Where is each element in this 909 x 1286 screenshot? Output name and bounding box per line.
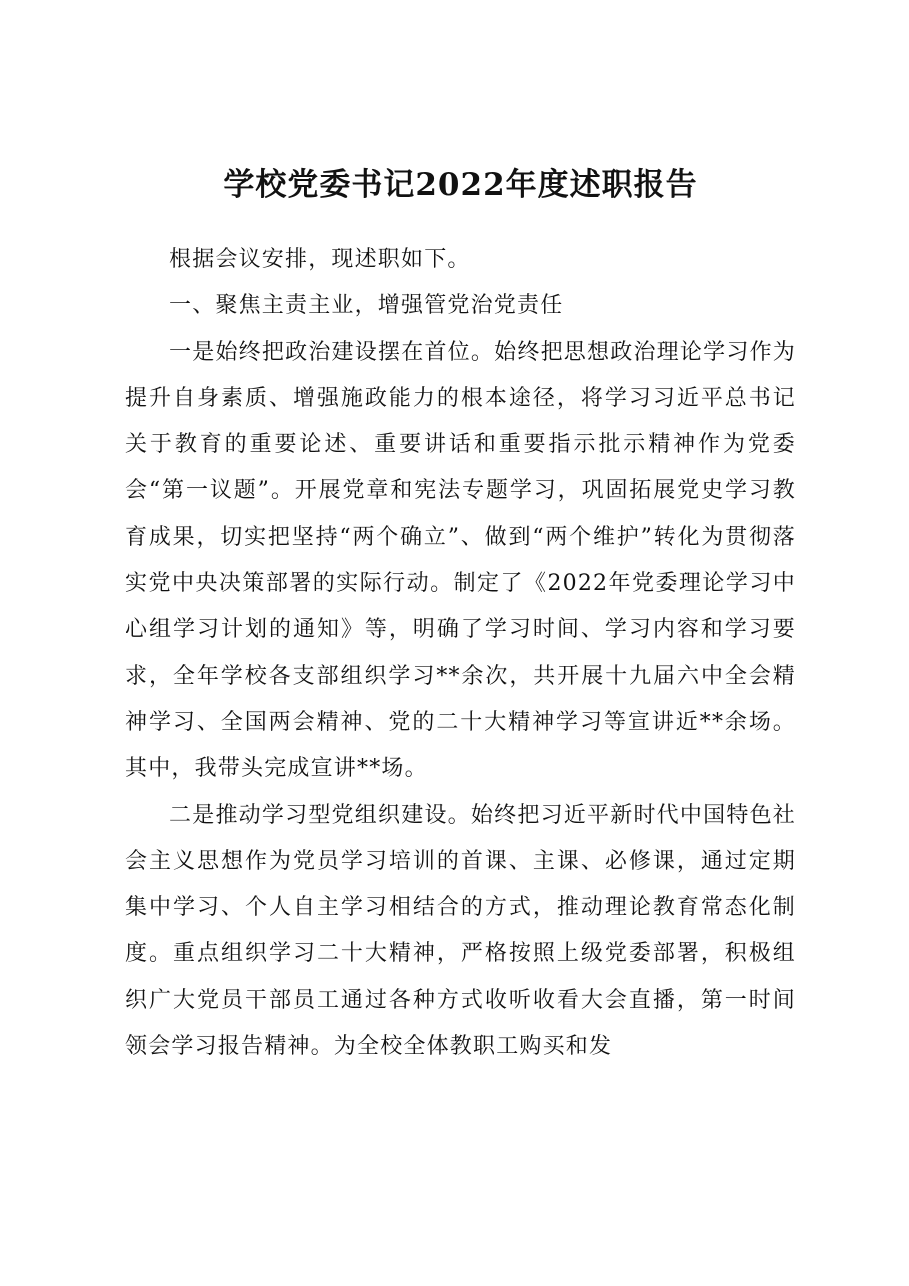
paragraph-political-construction: 一是始终把政治建设摆在首位。始终把思想政治理论学习作为提升自身素质、增强施政能力的根本途径，将学习习近平总书记关于教育的重要论述、重要讲话和重要指示批示精神作为党委会“第一议题”。开展党章和宪法专题学习，巩固拓展党史学习教育成果，切实把坚持“两个确立”、做到“两个维护”转化为贯彻落实党中央决策部署的实际行动。制定了《2022年党委理论学习中心组学习计划的通知》等，明确了学习时间、学习内容和学习要求，全年学校各支部组织学习**余次，共开展十九届六中全会精神学习、全国两会精神、党的二十大精神学习等宣讲近**余场。其中，我带头完成宣讲**场。 [125, 339, 796, 782]
section-heading-1: 一、聚焦主责主业，增强管党治党责任 [169, 293, 564, 319]
paragraph-intro: 根据会议安排，现述职如下。 [169, 247, 471, 272]
document-body [125, 237, 796, 1070]
paragraph-learning-organization: 二是推动学习型党组织建设。始终把习近平新时代中国特色社会主义思想作为党员学习培训的首课、主课、必修课，通过定期集中学习、个人自主学习相结合的方式，推动理论教育常态化制度。重点组织学习二十大精神，严格按照上级党委部署，积极组织广大党员干部员工通过各种方式收听收看大会直播，第一时间领会学习报告精神。为全校全体教职工购买和发 [125, 802, 796, 1060]
document-title: 学校党委书记2022年度述职报告 [223, 167, 698, 203]
